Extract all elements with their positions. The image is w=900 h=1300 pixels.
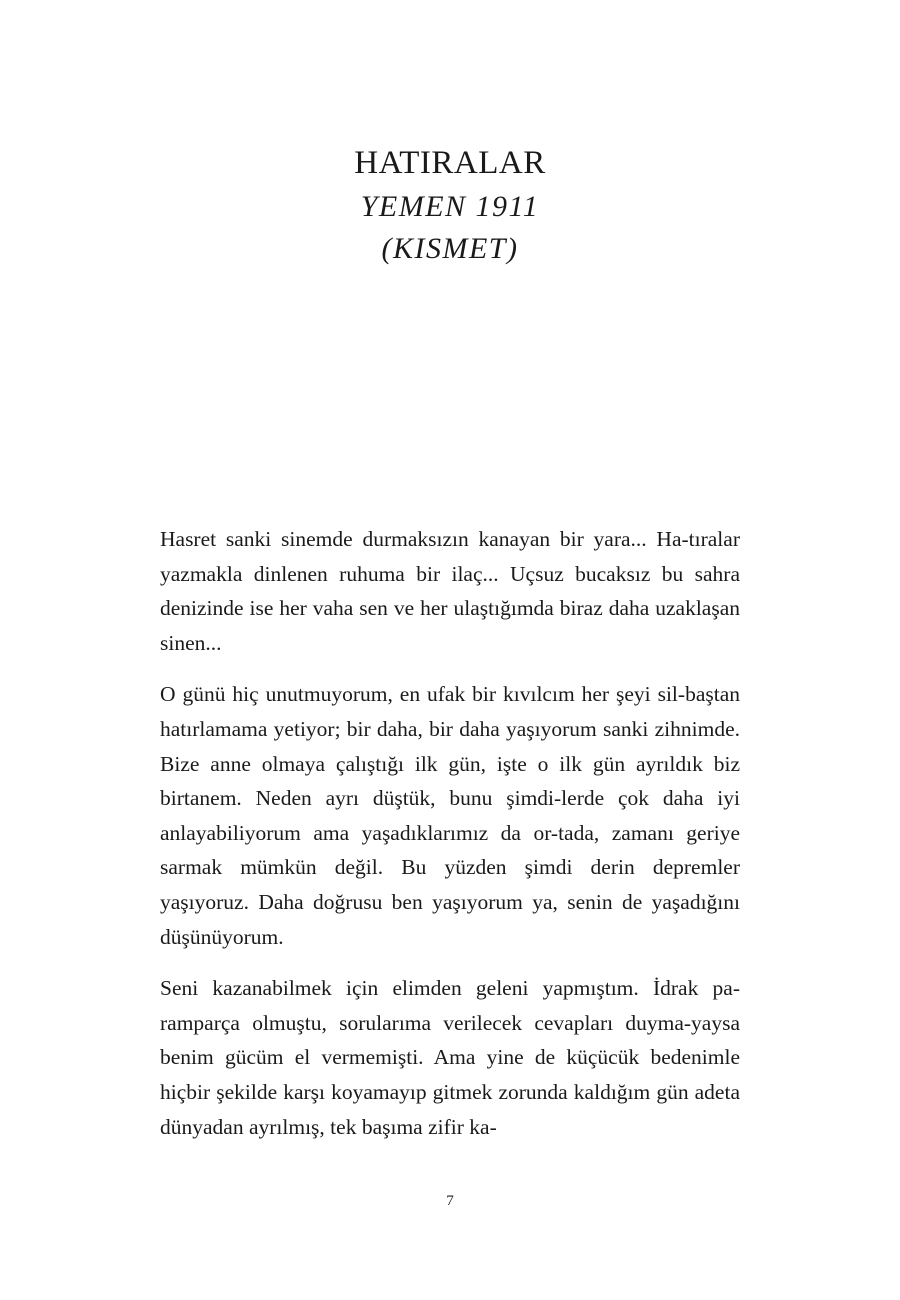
body-text <box>160 522 740 1161</box>
chapter-heading <box>0 140 900 270</box>
chapter-title: HATIRALAR <box>354 145 546 181</box>
chapter-subtitle-place-year: YEMEN 1911 <box>360 190 540 223</box>
paragraph: Seni kazanabilmek için elimden geleni yapmıştım. İdrak pa-ramparça olmuştu, sorularıma verilecek cevapları duyma-yaysa benim gücüm el vermemişti. Ama yine de küçücük bedenimle hiçbir şekilde karşı koyamayıp gitmek zorunda kaldığım gün adeta dünyadan ayrılmış, tek başıma zifir ka- <box>160 976 740 1139</box>
paragraph: O günü hiç unutmuyorum, en ufak bir kıvılcım her şeyi sil-baştan hatırlamama yetiyor; bir daha, bir daha yaşıyorum sanki zihnimde. Bize anne olmaya çalıştığı ilk gün, işte o ilk gün ayrıldık biz birtanem. Neden ayrı düştük, bunu şimdi-lerde çok daha iyi anlayabiliyorum ama yaşadıklarımız da or-tada, zamanı geriye sarmak mümkün değil. Bu yüzden şimdi derin depremler yaşıyoruz. Daha doğrusu ben yaşıyorum ya, senin de yaşadığını düşünüyorum. <box>160 682 740 949</box>
page-number: 7 <box>446 1193 454 1209</box>
chapter-subtitle-name: (KISMET) <box>381 232 519 265</box>
paragraph: Hasret sanki sinemde durmaksızın kanayan bir yara... Ha-tıralar yazmakla dinlenen ruhuma bir ilaç... Uçsuz bucaksız bu sahra denizinde ise her vaha sen ve her ulaştığımda biraz daha uzaklaşan sinen... <box>160 527 740 655</box>
